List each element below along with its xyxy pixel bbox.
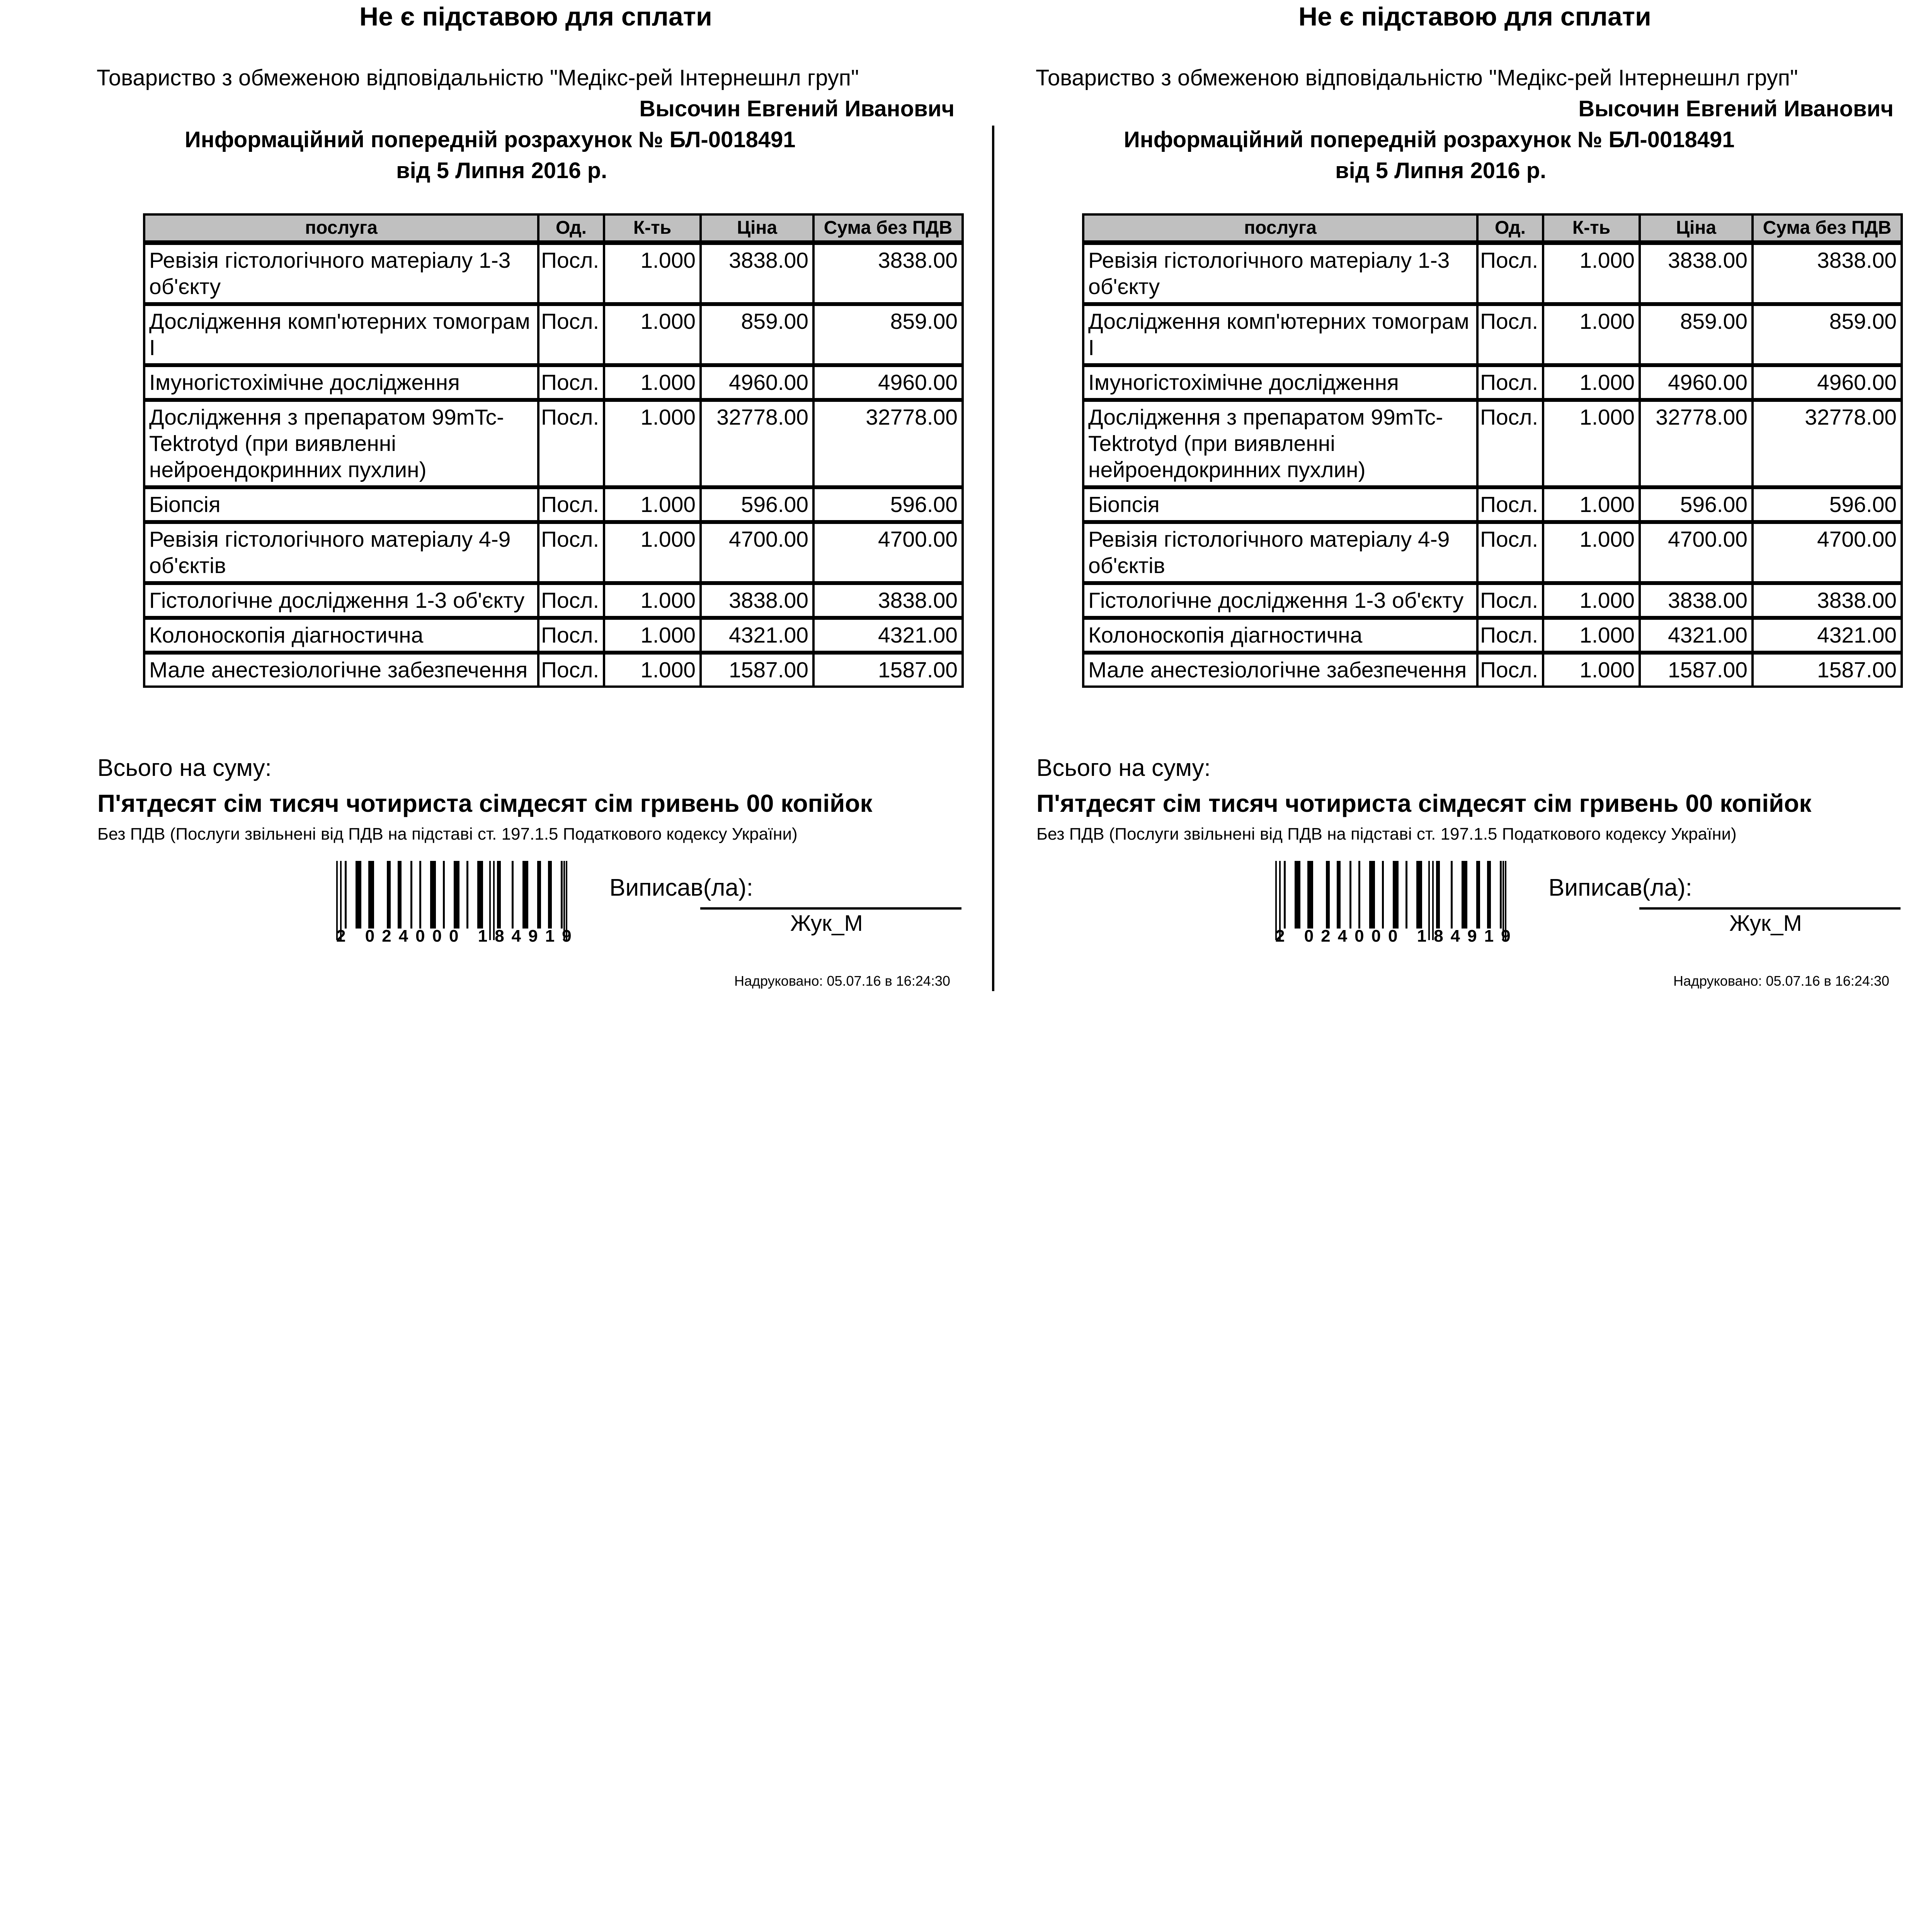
cell-qty: 1.000 <box>1543 583 1640 618</box>
client-name: Высочин Евгений Иванович <box>639 96 955 121</box>
cell-unit: Посл. <box>538 522 604 583</box>
cell-unit: Посл. <box>1477 243 1543 304</box>
cell-qty: 1.000 <box>1543 522 1640 583</box>
barcode-bar <box>537 861 541 929</box>
cell-unit: Посл. <box>1477 365 1543 400</box>
cell-qty: 1.000 <box>604 400 701 487</box>
document-title: Информаційний попередній розрахунок № БЛ-0018491 <box>1124 127 1735 152</box>
table-row <box>1083 618 1902 653</box>
barcode-bar <box>1436 861 1440 929</box>
cell-price: 3838.00 <box>1640 583 1753 618</box>
cell-qty: 1.000 <box>604 618 701 653</box>
barcode-bar <box>522 861 528 929</box>
cell-sum: 859.00 <box>813 304 963 365</box>
table-header-row <box>1083 214 1902 243</box>
cell-price: 596.00 <box>701 487 813 522</box>
cell-price: 32778.00 <box>1640 400 1753 487</box>
cell-qty: 1.000 <box>604 583 701 618</box>
barcode-bar <box>1406 861 1407 929</box>
cell-price: 3838.00 <box>1640 243 1753 304</box>
barcode-bar <box>368 861 374 929</box>
barcode-bar <box>466 861 468 929</box>
barcode-bar <box>1307 861 1313 929</box>
total-label: Всього на суму: <box>1036 755 1211 781</box>
cell-sum: 596.00 <box>1753 487 1902 522</box>
header-qty: К-ть <box>1543 214 1640 243</box>
cell-sum: 4700.00 <box>813 522 963 583</box>
barcode-bar <box>497 861 501 929</box>
not-for-payment-notice: Не є підставою для сплати <box>359 2 712 31</box>
services-table <box>143 213 964 688</box>
cell-service: Імуногістохімічне дослідження <box>144 365 538 400</box>
signer-name: Жук_М <box>1729 911 1802 936</box>
table-row <box>144 583 963 618</box>
header-unit: Од. <box>538 214 604 243</box>
receipt-copy-left <box>0 0 958 1005</box>
barcode-bar <box>454 861 459 929</box>
barcode-bar <box>561 861 563 929</box>
cell-sum: 3838.00 <box>813 583 963 618</box>
cell-sum: 4960.00 <box>1753 365 1902 400</box>
cell-unit: Посл. <box>538 304 604 365</box>
table-row <box>1083 522 1902 583</box>
cell-service: Колоноскопія діагностична <box>144 618 538 653</box>
barcode-bar <box>419 861 421 929</box>
total-amount-in-words: П'ятдесят сім тисяч чотириста сімдесят сім гривень 00 копійок <box>97 789 873 817</box>
cell-sum: 3838.00 <box>1753 243 1902 304</box>
cell-qty: 1.000 <box>1543 653 1640 687</box>
cell-service: Біопсія <box>144 487 538 522</box>
cell-unit: Посл. <box>538 487 604 522</box>
barcode-bar <box>477 861 483 929</box>
cell-unit: Посл. <box>1477 487 1543 522</box>
client-name: Высочин Евгений Иванович <box>1578 96 1894 121</box>
table-row <box>144 304 963 365</box>
cell-price: 4321.00 <box>701 618 813 653</box>
barcode-bar <box>1284 861 1286 929</box>
cell-price: 4960.00 <box>1640 365 1753 400</box>
cell-qty: 1.000 <box>1543 487 1640 522</box>
table-row <box>1083 583 1902 618</box>
company-name: Товариство з обмеженою відповідальністю "Медікс-рей Інтернешнл груп" <box>1036 65 1798 90</box>
cell-unit: Посл. <box>1477 583 1543 618</box>
cell-sum: 4321.00 <box>1753 618 1902 653</box>
services-table <box>1082 213 1903 688</box>
table-row <box>1083 653 1902 687</box>
document-title: Информаційний попередній розрахунок № БЛ-0018491 <box>185 127 796 152</box>
cell-sum: 4960.00 <box>813 365 963 400</box>
printed-timestamp: Надруковано: 05.07.16 в 16:24:30 <box>734 973 950 989</box>
cell-sum: 32778.00 <box>1753 400 1902 487</box>
cell-price: 859.00 <box>1640 304 1753 365</box>
table-row <box>1083 243 1902 304</box>
cell-unit: Посл. <box>538 618 604 653</box>
table-row <box>144 243 963 304</box>
header-price: Ціна <box>701 214 813 243</box>
signer-name: Жук_М <box>790 911 863 936</box>
cell-price: 3838.00 <box>701 583 813 618</box>
cell-qty: 1.000 <box>1543 365 1640 400</box>
cell-service: Гістологічне дослідження 1-3 об'єкту <box>144 583 538 618</box>
cell-service: Дослідження з препаратом 99mTc-Tektrotyd (при виявленні нейроендокринних пухлин) <box>144 400 538 487</box>
cell-price: 596.00 <box>1640 487 1753 522</box>
cell-unit: Посл. <box>538 583 604 618</box>
cell-unit: Посл. <box>1477 618 1543 653</box>
cell-sum: 3838.00 <box>1753 583 1902 618</box>
barcode-bar <box>443 861 445 929</box>
cell-sum: 3838.00 <box>813 243 963 304</box>
cell-price: 3838.00 <box>701 243 813 304</box>
barcode-bar <box>1451 861 1453 929</box>
barcode-bar <box>1393 861 1399 929</box>
cell-unit: Посл. <box>538 653 604 687</box>
header-price: Ціна <box>1640 214 1753 243</box>
cell-qty: 1.000 <box>1543 243 1640 304</box>
cell-qty: 1.000 <box>1543 304 1640 365</box>
cell-unit: Посл. <box>538 400 604 487</box>
barcode-bar <box>1476 861 1480 929</box>
barcode-bar <box>1462 861 1467 929</box>
receipt-copy-right <box>939 0 1897 1005</box>
cell-unit: Посл. <box>1477 304 1543 365</box>
cell-service: Ревізія гістологічного матеріалу 4-9 об'єктів <box>1083 522 1477 583</box>
cell-service: Мале анестезіологічне забезпечення <box>144 653 538 687</box>
document-date: від 5 Липня 2016 р. <box>396 158 607 183</box>
table-row <box>1083 365 1902 400</box>
cell-service: Дослідження комп'ютерних томограм І <box>1083 304 1477 365</box>
barcode-bar <box>512 861 514 929</box>
cell-service: Дослідження з препаратом 99mTc-Tektrotyd (при виявленні нейроендокринних пухлин) <box>1083 400 1477 487</box>
barcode-bar <box>1369 861 1375 929</box>
cell-sum: 859.00 <box>1753 304 1902 365</box>
barcode-bar <box>1382 861 1384 929</box>
barcode-bar <box>1295 861 1300 929</box>
total-amount-in-words: П'ятдесят сім тисяч чотириста сімдесят сім гривень 00 копійок <box>1036 789 1812 817</box>
barcode-bar <box>1416 861 1422 929</box>
cell-service: Ревізія гістологічного матеріалу 4-9 об'єктів <box>144 522 538 583</box>
cell-qty: 1.000 <box>604 522 701 583</box>
vat-exemption-note: Без ПДВ (Послуги звільнені від ПДВ на підставі ст. 197.1.5 Податкового кодексу України) <box>97 825 798 844</box>
barcode-bar <box>1326 861 1330 929</box>
cell-unit: Посл. <box>1477 400 1543 487</box>
printed-timestamp: Надруковано: 05.07.16 в 16:24:30 <box>1673 973 1889 989</box>
header-sum: Сума без ПДВ <box>813 214 963 243</box>
table-row <box>144 653 963 687</box>
cell-sum: 4321.00 <box>813 618 963 653</box>
cell-service: Колоноскопія діагностична <box>1083 618 1477 653</box>
cell-price: 859.00 <box>701 304 813 365</box>
cell-price: 4700.00 <box>1640 522 1753 583</box>
cell-service: Ревізія гістологічного матеріалу 1-3 об'єкту <box>1083 243 1477 304</box>
cell-qty: 1.000 <box>604 304 701 365</box>
table-row <box>1083 487 1902 522</box>
cell-qty: 1.000 <box>1543 400 1640 487</box>
issued-by-label: Виписав(ла): <box>1548 874 1692 901</box>
cell-sum: 1587.00 <box>1753 653 1902 687</box>
barcode-bar <box>1487 861 1491 929</box>
document-date: від 5 Липня 2016 р. <box>1335 158 1547 183</box>
total-label: Всього на суму: <box>97 755 272 781</box>
cell-price: 4700.00 <box>701 522 813 583</box>
barcode-bar <box>430 861 436 929</box>
cell-service: Біопсія <box>1083 487 1477 522</box>
cell-qty: 1.000 <box>604 243 701 304</box>
table-row <box>144 487 963 522</box>
cell-service: Гістологічне дослідження 1-3 об'єкту <box>1083 583 1477 618</box>
barcode-number: 2 024000 184919 <box>336 927 579 946</box>
table-header-row <box>144 214 963 243</box>
barcode-bar <box>1349 861 1351 929</box>
issued-by-label: Виписав(ла): <box>609 874 753 901</box>
barcode-number: 2 024000 184919 <box>1275 927 1518 946</box>
not-for-payment-notice: Не є підставою для сплати <box>1298 2 1651 31</box>
cell-unit: Посл. <box>1477 522 1543 583</box>
cell-service: Ревізія гістологічного матеріалу 1-3 об'єкту <box>144 243 538 304</box>
cell-price: 1587.00 <box>701 653 813 687</box>
signature-line <box>700 907 961 910</box>
header-sum: Сума без ПДВ <box>1753 214 1902 243</box>
header-qty: К-ть <box>604 214 701 243</box>
cell-unit: Посл. <box>538 365 604 400</box>
barcode-bar <box>1337 861 1341 929</box>
header-unit: Од. <box>1477 214 1543 243</box>
barcode-bar <box>1358 861 1360 929</box>
cell-price: 4321.00 <box>1640 618 1753 653</box>
cell-qty: 1.000 <box>1543 618 1640 653</box>
signature-line <box>1639 907 1901 910</box>
header-service: послуга <box>1083 214 1477 243</box>
company-name: Товариство з обмеженою відповідальністю "Медікс-рей Інтернешнл груп" <box>97 65 859 90</box>
cell-qty: 1.000 <box>604 365 701 400</box>
cell-service: Дослідження комп'ютерних томограм І <box>144 304 538 365</box>
table-row <box>144 365 963 400</box>
barcode-bar <box>387 861 391 929</box>
table-row <box>1083 304 1902 365</box>
barcode-bar <box>398 861 402 929</box>
cell-price: 1587.00 <box>1640 653 1753 687</box>
cell-service: Мале анестезіологічне забезпечення <box>1083 653 1477 687</box>
cell-sum: 596.00 <box>813 487 963 522</box>
table-row <box>144 400 963 487</box>
cell-unit: Посл. <box>538 243 604 304</box>
vat-exemption-note: Без ПДВ (Послуги звільнені від ПДВ на підставі ст. 197.1.5 Податкового кодексу України) <box>1036 825 1737 844</box>
barcode-bar <box>345 861 347 929</box>
cell-sum: 4700.00 <box>1753 522 1902 583</box>
barcode-bar <box>410 861 412 929</box>
table-row <box>144 618 963 653</box>
cell-price: 32778.00 <box>701 400 813 487</box>
cell-sum: 32778.00 <box>813 400 963 487</box>
table-row <box>1083 400 1902 487</box>
cell-price: 4960.00 <box>701 365 813 400</box>
cell-service: Імуногістохімічне дослідження <box>1083 365 1477 400</box>
cell-unit: Посл. <box>1477 653 1543 687</box>
barcode-bar <box>356 861 361 929</box>
barcode-bar <box>1500 861 1502 929</box>
cell-sum: 1587.00 <box>813 653 963 687</box>
cell-qty: 1.000 <box>604 487 701 522</box>
table-row <box>144 522 963 583</box>
cell-qty: 1.000 <box>604 653 701 687</box>
header-service: послуга <box>144 214 538 243</box>
barcode-bar <box>548 861 552 929</box>
